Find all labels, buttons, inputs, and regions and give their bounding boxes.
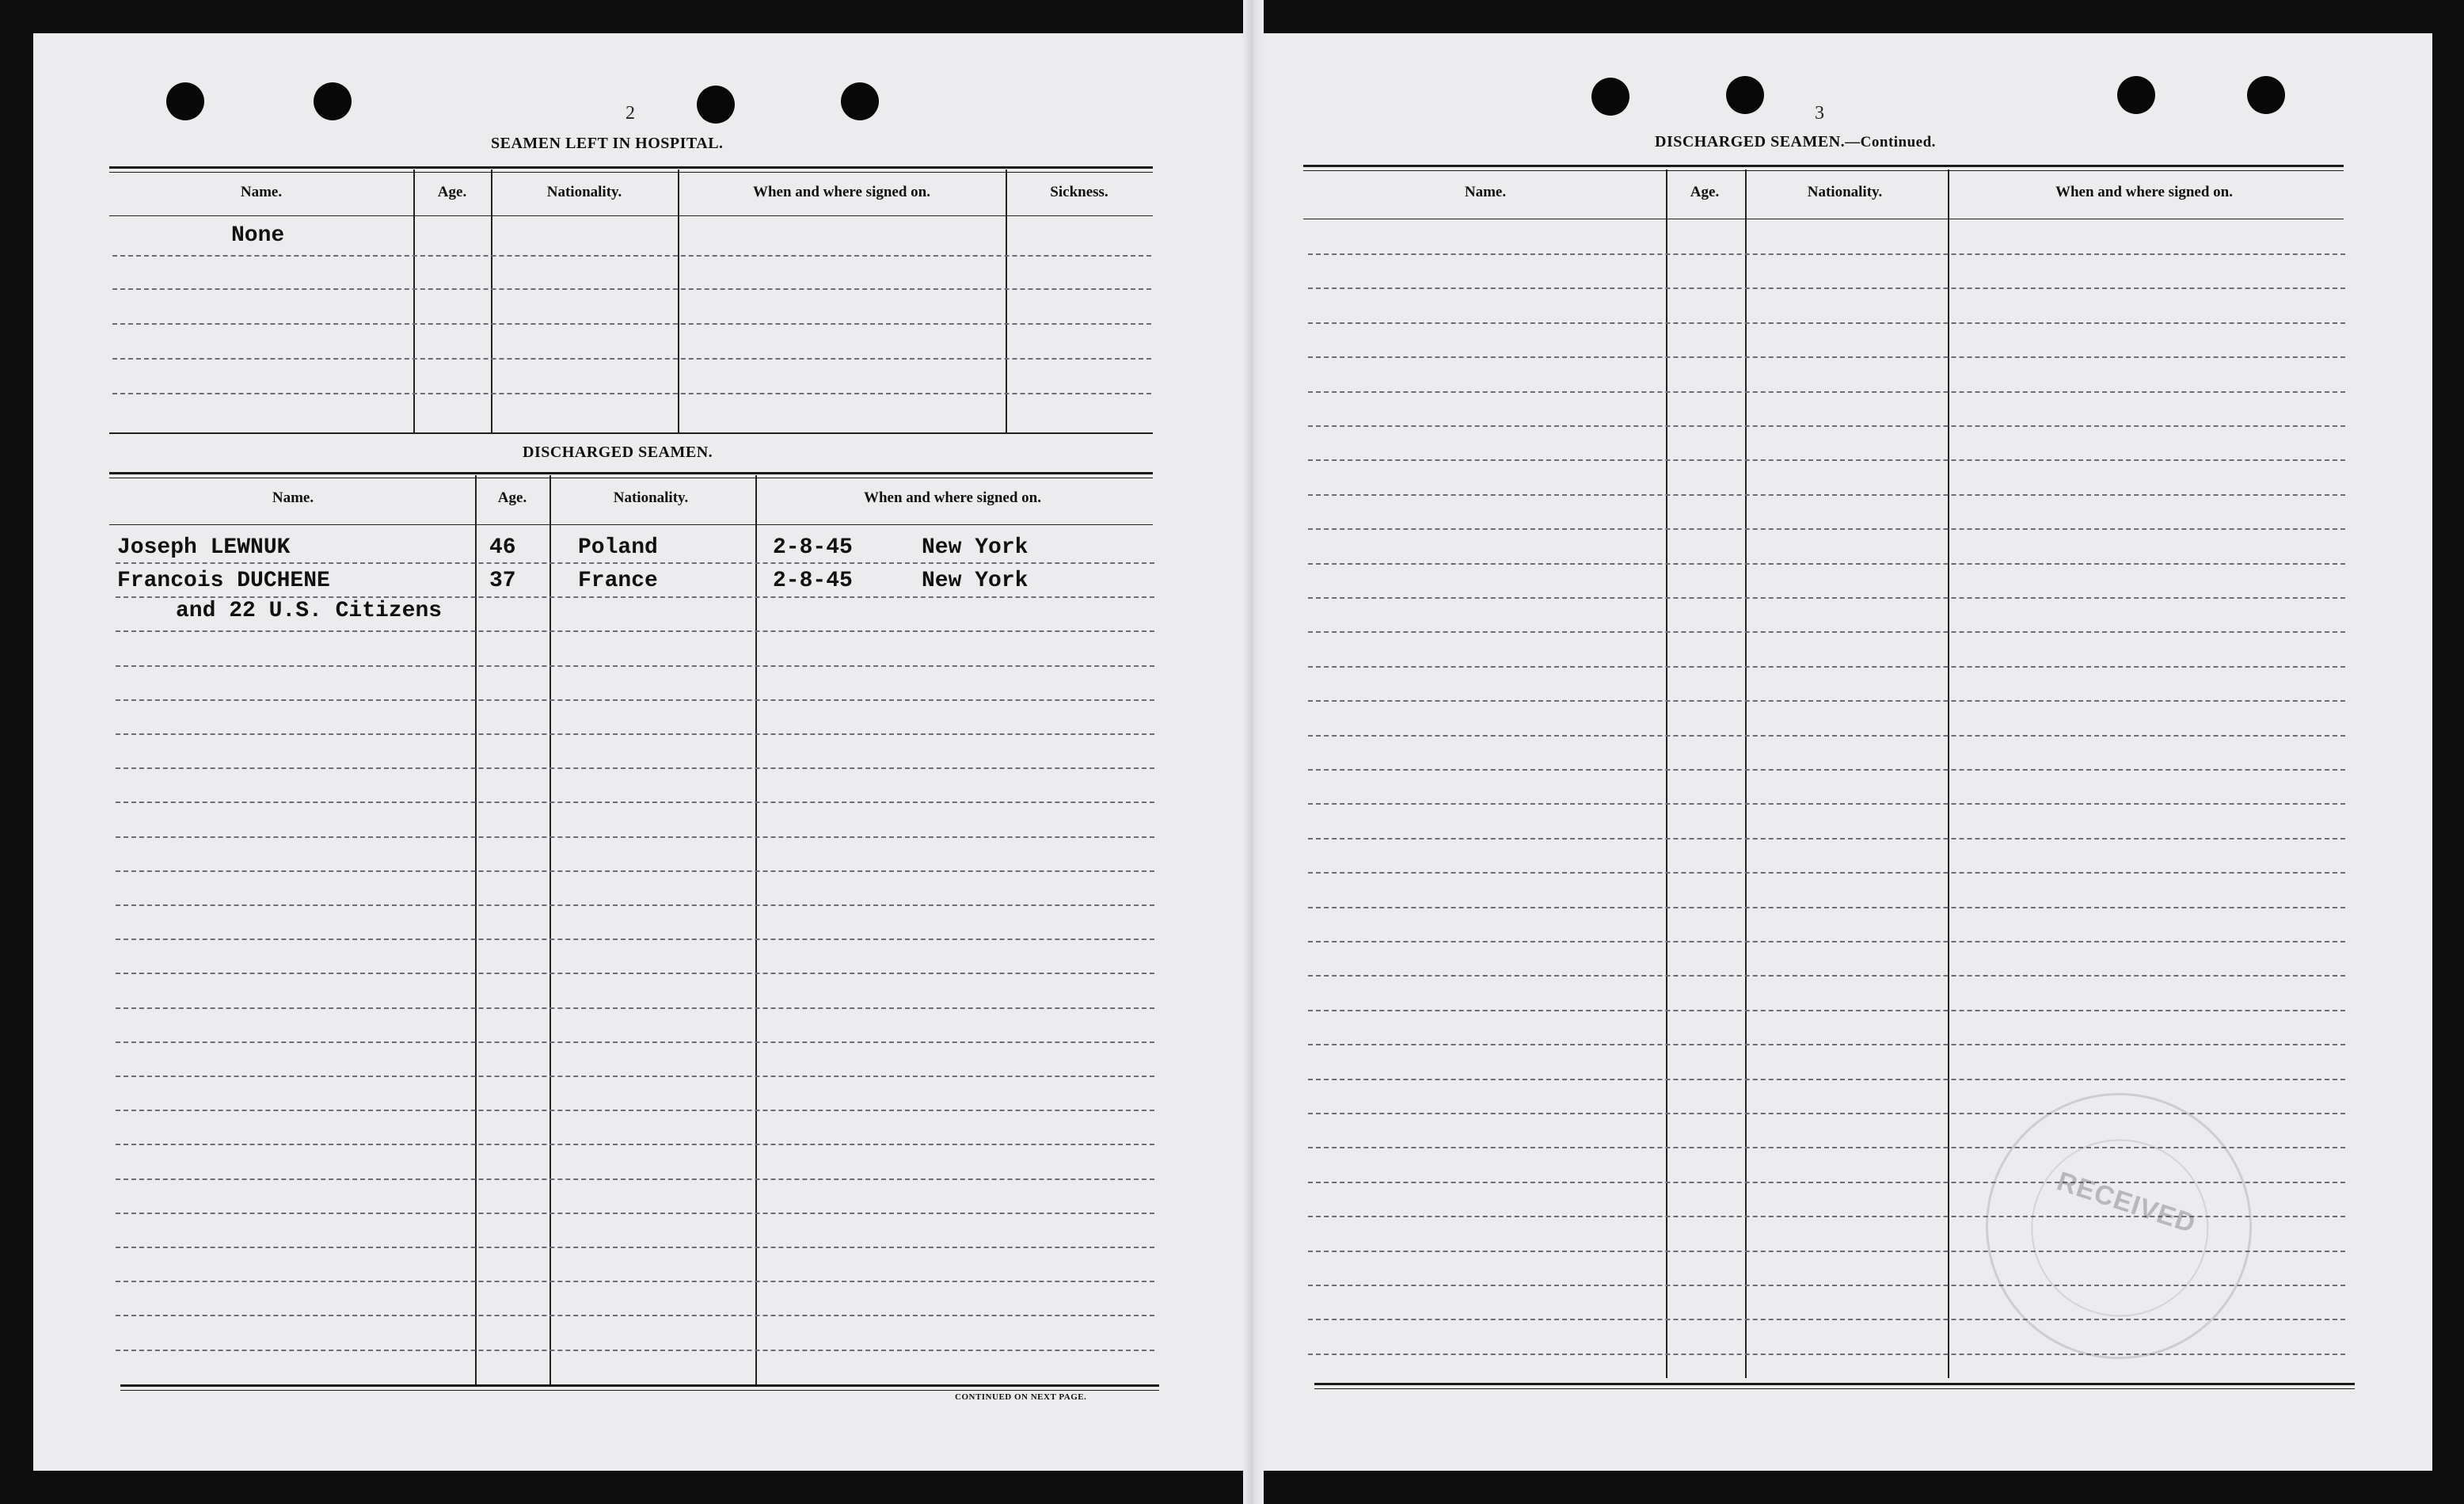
row-line — [116, 1076, 1154, 1077]
row-line — [116, 939, 1154, 940]
row-line — [116, 1315, 1154, 1316]
table-bottom-rule — [120, 1384, 1159, 1387]
column-header-sickness: Sickness. — [1050, 184, 1108, 200]
column-divider — [755, 475, 757, 1386]
column-divider — [1745, 169, 1747, 1378]
row-line — [116, 1213, 1154, 1214]
row-line — [1308, 975, 2345, 977]
row-line — [116, 596, 1154, 598]
row-line — [112, 288, 1151, 290]
column-header-nationality: Nationality. — [1807, 184, 1883, 200]
table-bottom-rule — [109, 432, 1153, 434]
punch-hole — [314, 82, 352, 120]
punch-hole — [697, 86, 735, 124]
punch-hole — [841, 82, 879, 120]
row-line — [112, 393, 1151, 394]
seaman-nationality: Poland — [578, 535, 658, 560]
row-line — [1308, 1079, 2345, 1080]
stamp-text: RECEIVED — [2053, 1166, 2200, 1239]
row-line — [1308, 803, 2345, 805]
punch-hole — [1726, 76, 1764, 114]
row-line — [1308, 322, 2345, 324]
row-line — [1308, 391, 2345, 393]
row-line — [1308, 563, 2345, 565]
seaman-nationality: France — [578, 569, 658, 593]
continued-footer: CONTINUED ON NEXT PAGE. — [955, 1392, 1087, 1402]
row-line — [116, 1178, 1154, 1180]
row-line — [1308, 356, 2345, 358]
seaman-signed-date: 2-8-45 — [773, 535, 853, 560]
row-line — [116, 1247, 1154, 1248]
row-line — [116, 973, 1154, 974]
seaman-signed-date: 2-8-45 — [773, 569, 853, 593]
row-line — [1308, 631, 2345, 633]
citizens-note: and 22 U.S. Citizens — [176, 599, 443, 623]
row-line — [1308, 666, 2345, 668]
row-line — [112, 323, 1151, 325]
column-header-name: Name. — [272, 489, 314, 506]
punch-hole — [2247, 76, 2285, 114]
row-line — [116, 767, 1154, 769]
double-rule — [109, 472, 1153, 474]
header-rule — [109, 524, 1153, 525]
row-line — [116, 1281, 1154, 1282]
row-line — [116, 836, 1154, 838]
column-header-nationality: Nationality. — [546, 184, 622, 200]
row-line — [1308, 838, 2345, 840]
column-divider — [1666, 169, 1667, 1378]
row-line — [116, 699, 1154, 701]
column-divider — [1948, 169, 1949, 1378]
stamp-inner-ring — [2008, 1116, 2231, 1339]
row-line — [116, 801, 1154, 803]
row-line — [1308, 287, 2345, 289]
row-line — [1308, 907, 2345, 908]
double-rule — [1303, 165, 2344, 167]
seaman-age: 37 — [489, 569, 516, 593]
row-line — [116, 1144, 1154, 1145]
title-suffix: —Continued. — [1845, 134, 1936, 150]
seaman-name: Joseph LEWNUK — [117, 535, 291, 560]
row-line — [1308, 459, 2345, 461]
column-header-signed-on: When and where signed on. — [863, 489, 1041, 506]
punch-hole — [2117, 76, 2155, 114]
header-rule — [109, 215, 1153, 216]
column-header-name: Name. — [240, 184, 283, 200]
row-line — [1308, 1354, 2345, 1355]
seaman-signed-place: New York — [922, 569, 1029, 593]
row-line — [1308, 700, 2345, 702]
row-line — [116, 630, 1154, 632]
seaman-name: Francois DUCHENE — [117, 569, 330, 593]
row-line — [112, 358, 1151, 360]
discharged-section-title: DISCHARGED SEAMEN. — [523, 444, 713, 461]
column-header-age: Age. — [1690, 184, 1720, 200]
title-main: DISCHARGED SEAMEN. — [1655, 133, 1846, 150]
column-divider — [549, 475, 551, 1386]
row-line — [116, 904, 1154, 906]
row-line — [112, 255, 1151, 257]
table-bottom-rule — [1314, 1383, 2355, 1385]
hospital-section-title: SEAMEN LEFT IN HOSPITAL. — [491, 135, 724, 152]
row-line — [1308, 528, 2345, 530]
column-header-nationality: Nationality. — [613, 489, 689, 506]
row-line — [116, 1007, 1154, 1009]
row-line — [1308, 597, 2345, 599]
row-line — [116, 1110, 1154, 1111]
row-line — [116, 562, 1154, 564]
page-number: 3 — [1815, 103, 1824, 124]
row-line — [116, 870, 1154, 872]
row-line — [1308, 1044, 2345, 1045]
row-line — [1308, 735, 2345, 737]
page-fold — [1243, 0, 1264, 1504]
row-line — [1308, 872, 2345, 874]
row-line — [1308, 253, 2345, 255]
row-line — [116, 733, 1154, 735]
column-header-age: Age. — [437, 184, 467, 200]
column-header-age: Age. — [497, 489, 527, 506]
row-line — [116, 665, 1154, 667]
discharged-continued-title — [1655, 133, 1936, 151]
row-line — [1308, 1010, 2345, 1011]
row-line — [116, 1350, 1154, 1351]
seaman-signed-place: New York — [922, 535, 1029, 560]
column-header-signed-on: When and where signed on. — [752, 184, 930, 200]
row-line — [116, 1041, 1154, 1043]
double-rule — [109, 166, 1153, 169]
seaman-age: 46 — [489, 535, 516, 560]
hospital-entry: None — [231, 223, 285, 248]
row-line — [1308, 494, 2345, 496]
column-divider — [475, 475, 477, 1386]
punch-hole — [166, 82, 204, 120]
column-header-name: Name. — [1464, 184, 1507, 200]
row-line — [1308, 941, 2345, 942]
page-number: 2 — [626, 103, 635, 124]
column-header-signed-on: When and where signed on. — [2055, 184, 2233, 200]
punch-hole — [1591, 78, 1629, 116]
row-line — [1308, 769, 2345, 771]
row-line — [1308, 425, 2345, 427]
